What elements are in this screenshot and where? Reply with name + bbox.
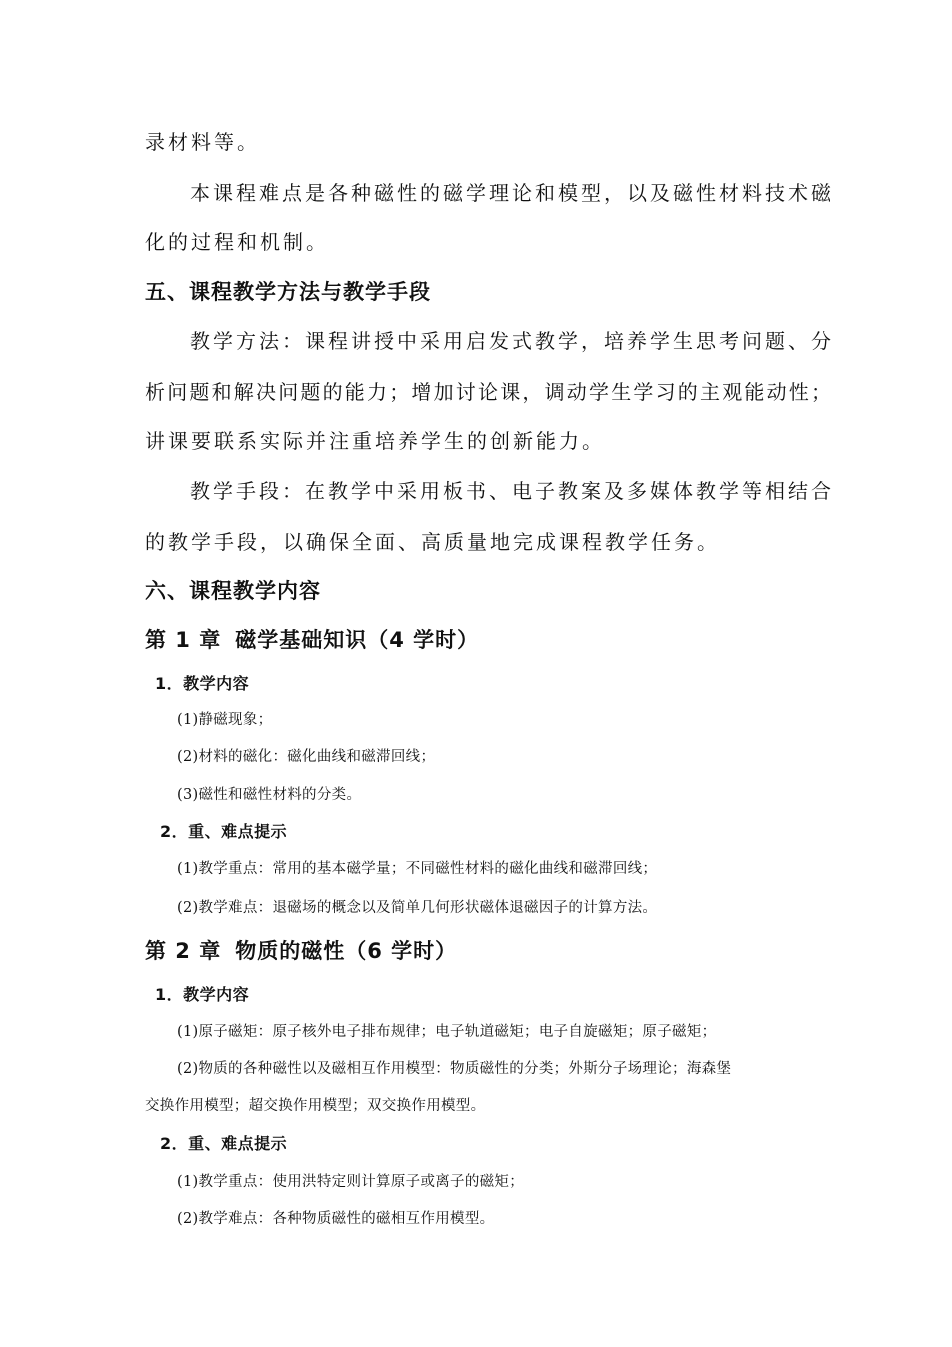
chapter2-heading xyxy=(145,941,457,962)
chapter1-content-item: (1)静磁现象； xyxy=(177,712,273,728)
chapter2-content-item: (1)原子磁矩：原子核外电子排布规律；电子轨道磁矩；电子自旋磁矩；原子磁矩； xyxy=(177,1024,717,1040)
section6-heading: 六、课程教学内容 xyxy=(145,579,321,603)
chapter2-number: 第 2 章 xyxy=(145,939,222,963)
means-line2: 的教学手段，以确保全面、高质量地完成课程教学任务。 xyxy=(145,530,720,554)
chapter1-key-item: (1)教学重点：常用的基本磁学量；不同磁性材料的磁化曲线和磁滞回线； xyxy=(177,861,658,877)
chapter2-key-heading: 2．重、难点提示 xyxy=(160,1134,288,1153)
chapter1-content-item: (2)材料的磁化：磁化曲线和磁滞回线； xyxy=(177,749,436,765)
chapter1-key-item: (2)教学难点：退磁场的概念以及简单几何形状磁体退磁因子的计算方法。 xyxy=(177,900,658,916)
chapter1-content-item: (3)磁性和磁性材料的分类。 xyxy=(177,787,362,803)
chapter2-key-item: (1)教学重点：使用洪特定则计算原子或离子的磁矩； xyxy=(177,1174,525,1190)
chapter2-title: 物质的磁性（6 学时） xyxy=(235,939,458,963)
difficulty-paragraph-line2: 化的过程和机制。 xyxy=(145,230,329,254)
difficulty-paragraph-line1: 本课程难点是各种磁性的磁学理论和模型，以及磁性材料技术磁 xyxy=(190,181,834,205)
chapter2-content-item: 交换作用模型；超交换作用模型；双交换作用模型。 xyxy=(145,1098,486,1114)
chapter2-content-heading: 1．教学内容 xyxy=(155,985,250,1004)
chapter2-content-item: (2)物质的各种磁性以及磁相互作用模型：物质磁性的分类；外斯分子场理论；海森堡 xyxy=(177,1061,732,1077)
chapter1-heading xyxy=(145,630,479,651)
method-line2: 析问题和解决问题的能力；增加讨论课，调动学生学习的主观能动性； xyxy=(145,380,834,404)
method-line1: 教学方法：课程讲授中采用启发式教学，培养学生思考问题、分 xyxy=(190,329,834,353)
method-line3: 讲课要联系实际并注重培养学生的创新能力。 xyxy=(145,429,605,453)
chapter1-title: 磁学基础知识（4 学时） xyxy=(235,628,480,652)
means-line1: 教学手段：在教学中采用板书、电子教案及多媒体教学等相结合 xyxy=(190,479,834,503)
chapter1-key-heading: 2．重、难点提示 xyxy=(160,822,288,841)
chapter1-content-heading: 1．教学内容 xyxy=(155,674,250,693)
chapter1-number: 第 1 章 xyxy=(145,628,222,652)
chapter2-key-item: (2)教学难点：各种物质磁性的磁相互作用模型。 xyxy=(177,1211,495,1227)
section5-heading: 五、课程教学方法与教学手段 xyxy=(145,280,431,304)
paragraph-end-line: 录材料等。 xyxy=(145,130,260,154)
